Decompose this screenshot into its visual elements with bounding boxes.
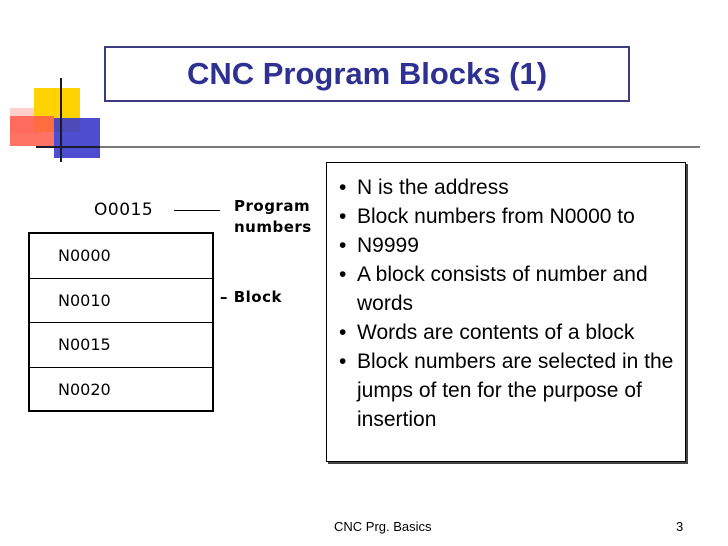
block-stack (28, 232, 214, 412)
bullet-icon: • (339, 263, 347, 286)
bullet-text: Words are contents of a block (357, 321, 635, 344)
program-number: O0015 (94, 200, 154, 220)
bullet-item (337, 231, 679, 260)
block-row: N0015 (30, 323, 212, 368)
bullet-item (337, 318, 679, 347)
block-row: N0000 (30, 234, 212, 279)
bullet-icon: • (339, 205, 347, 228)
block-row: N0020 (58, 380, 111, 400)
bullet-text: A block consists of number and words (357, 263, 648, 315)
block-row: N0010 (30, 279, 212, 324)
footer-title: CNC Prg. Basics (334, 519, 432, 534)
bullet-icon: • (339, 350, 347, 373)
header-divider (36, 146, 700, 148)
header-divider-accent (36, 146, 100, 148)
title-box (104, 46, 630, 102)
program-label-line-2: numbers (234, 218, 312, 236)
page-number: 3 (676, 519, 684, 534)
bullet-icon: • (339, 176, 347, 199)
program-numbers-label (234, 196, 312, 238)
slide-title: CNC Program Blocks (1) (186, 56, 548, 91)
bullet-text: N is the address (357, 176, 509, 199)
bullet-icon: • (339, 321, 347, 344)
bullet-text: Block numbers are selected in the jumps of ten for the purpose of insertion (357, 350, 674, 431)
program-pointer-line (174, 210, 220, 211)
decorative-vertical-line (60, 78, 62, 162)
bullet-item (337, 260, 679, 318)
bullet-box (326, 162, 686, 462)
bullet-text: N9999 (357, 234, 419, 257)
bullet-item (337, 173, 679, 202)
bullet-icon: • (339, 234, 347, 257)
block-label: – Block (220, 288, 282, 306)
bullet-item (337, 202, 679, 231)
program-label-line-1: Program (234, 197, 311, 215)
bullet-item (337, 347, 679, 434)
bullet-list (337, 173, 679, 434)
bullet-text: Block numbers from N0000 to (357, 205, 635, 228)
decorative-square-red (10, 116, 54, 146)
